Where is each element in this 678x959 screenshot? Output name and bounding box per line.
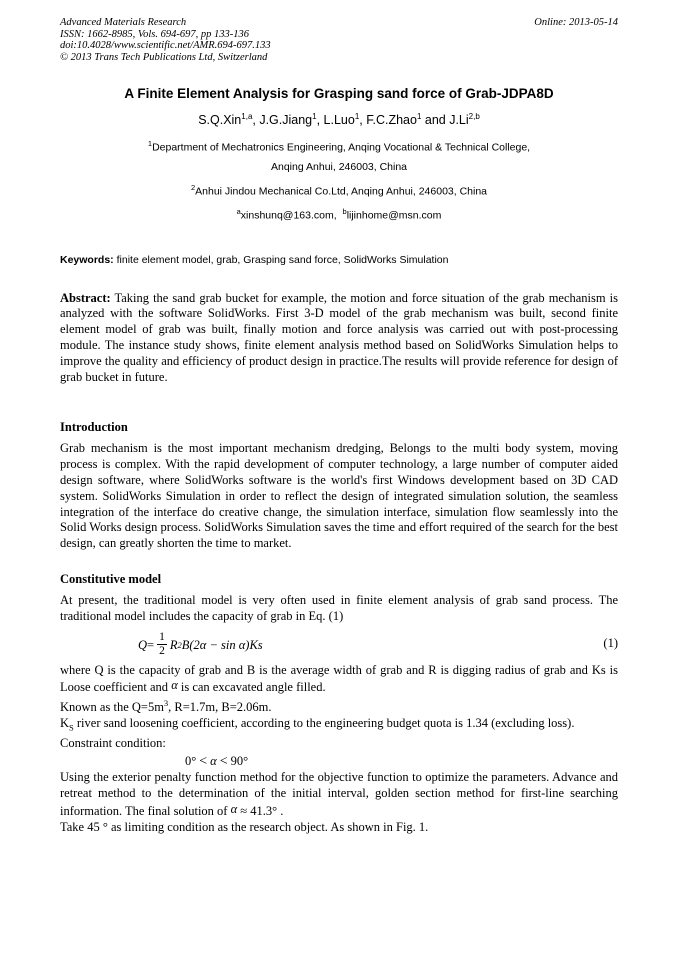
author-superscript: 1 <box>312 112 317 121</box>
affiliation-1-continued: Anqing Anhui, 246003, China <box>270 161 408 174</box>
email-a-superscript: a <box>236 206 241 216</box>
constraint-label: Constraint condition: <box>60 736 166 751</box>
affiliations-block <box>60 134 618 226</box>
keywords-text: finite element model, grab, Grasping sand force, SolidWorks Simulation <box>113 253 449 266</box>
affiliation-2 <box>60 178 618 202</box>
known-text-2: , R=1.7m, B=2.06m. <box>168 700 272 715</box>
email-b-superscript: b <box>342 206 347 216</box>
constitutive-intro-paragraph: At present, the traditional model is very often used in finite element analysis of grab sand process. The traditional model includes the capacity of grab in Eq. (1) <box>60 593 618 623</box>
paper-title: A Finite Element Analysis for Grasping sand force of Grab-JDPA8D <box>124 86 554 101</box>
affiliation-2-text: Anhui Jindou Mechanical Co.Ltd, Anqing Anhui, 246003, China <box>195 185 488 198</box>
where-paragraph <box>60 663 618 697</box>
online-date: Online: 2013-05-14 <box>534 17 618 28</box>
section-heading-introduction: Introduction <box>60 420 128 435</box>
less-than-sign: < <box>219 754 228 770</box>
affiliation-1 <box>60 134 618 158</box>
authors-line <box>60 109 618 128</box>
ks-subscript: S <box>69 722 74 733</box>
author-name: and J.Li <box>421 113 469 128</box>
affiliation-2-superscript: 2 <box>190 182 196 192</box>
section-heading-constitutive-model: Constitutive model <box>60 572 162 587</box>
author-superscript: 1 <box>354 112 360 121</box>
equation-body: B(2α − sin α)Ks <box>181 637 263 652</box>
author-superscript: 1 <box>416 112 422 121</box>
author-superscript: 1,a <box>241 112 253 121</box>
abstract-paragraph <box>60 291 618 386</box>
alpha-symbol: α <box>210 754 217 769</box>
constraint-expression <box>185 753 618 770</box>
keywords-line <box>60 253 618 267</box>
optimization-text-1: Using the exterior penalty function method for the objective function to optimize the parameters. Advance and retreat method to the determination of the initial interval, golden section method for first-line searching information. The final solution of <box>60 770 618 818</box>
issn-line: ISSN: 1662-8985, Vols. 694-697, pp 133-136 <box>60 28 249 40</box>
equation-equals: = <box>147 637 155 652</box>
known-values-line <box>60 696 618 716</box>
abstract-label: Abstract: <box>60 290 111 305</box>
constraint-left: 0° <box>185 754 197 769</box>
equation-1-block <box>60 630 618 660</box>
equation-lhs: Q <box>138 637 148 652</box>
optimization-paragraph <box>60 770 618 819</box>
alpha-symbol: α <box>171 678 178 693</box>
author-name: , F.C.Zhao <box>359 113 417 128</box>
equation-1: Q = $\frac{1}{2}$ R 2 B(2α − sin α)Ks <box>138 630 618 660</box>
fraction-denominator: 2 <box>159 644 165 657</box>
introduction-paragraph: Grab mechanism is the most important mechanism dredging, Belongs to the multi body system, moving process is complex. With the rapid development of computer technology, a large number of computer aided design software, where SolidWorks software is the world's first Windows development based on 3D CAD system. SolidWorks Simulation in order to reflect the design of integrated simulation solution, the seamless integration of the interface do creative change, the simulation interface, simulation flow seamlessly into the Solid Works design process. SolidWorks Simulation saves the time and effort required of the search for the best design, can greatly shorten the time to market. <box>60 441 618 551</box>
doi-line: doi:10.4028/www.scientific.net/AMR.694-697.133 <box>60 40 271 51</box>
author-superscript: 2,b <box>468 112 480 121</box>
journal-header-left <box>60 17 271 63</box>
where-text-1: where Q is the capacity of grab and B is the average width of grab and R is digging radius of grab and Ks is Loose coefficient and <box>60 662 618 695</box>
abstract-text: Taking the sand grab bucket for example, the motion and force situation of the grab mechanism is analyzed with the software SolidWorks. First 3-D model of the grab mechanism was built, second finite element model of grab was built, finally motion and force analysis was carried out with post-processing module. The instance study shows, finite element analysis method based on SolidWorks Simulation helps to improve the quality and efficiency of product design in practice.The results will provide reference for design of grab bucket in future. <box>60 290 618 384</box>
ks-coefficient-line <box>60 716 618 736</box>
journal-name: Advanced Materials Research <box>60 17 187 28</box>
author-name: S.Q.Xin <box>198 113 242 128</box>
emails-line <box>60 202 618 226</box>
cubed-superscript: 3 <box>163 698 169 709</box>
less-than-sign: < <box>199 754 208 770</box>
ks-text: river sand loosening coefficient, according to the engineering budget quota is 1.34 (excluding loss). <box>73 716 575 731</box>
keywords-label: Keywords: <box>60 253 114 266</box>
fraction-numerator: 1 <box>159 631 165 644</box>
known-text-1: Known as the Q=5m <box>60 700 164 715</box>
affiliation-1-text: Department of Mechatronics Engineering, Anqing Vocational & Technical College, <box>152 141 531 154</box>
author-name: , L.Luo <box>316 113 355 128</box>
affiliation-1-superscript: 1 <box>147 139 153 149</box>
equation-r: R <box>169 637 178 652</box>
author-name: , J.G.Jiang <box>252 113 313 128</box>
constraint-right: 90° <box>230 754 249 769</box>
equation-fraction <box>157 632 167 657</box>
take-condition-line: Take 45 ° as limiting condition as the research object. As shown in Fig. 1. <box>60 819 429 834</box>
email-b: lijinhome@msn.com <box>346 209 442 222</box>
where-text-2: is can excavated angle filled. <box>177 680 326 695</box>
journal-header <box>60 17 618 63</box>
alpha-symbol: α <box>230 801 238 816</box>
equation-number: (1) <box>603 635 618 650</box>
email-a: xinshunq@163.com, <box>240 209 337 222</box>
ks-symbol: K <box>60 716 70 731</box>
optimization-text-2: ≈ 41.3° . <box>237 803 284 818</box>
copyright-line: © 2013 Trans Tech Publications Ltd, Switzerland <box>60 51 268 63</box>
